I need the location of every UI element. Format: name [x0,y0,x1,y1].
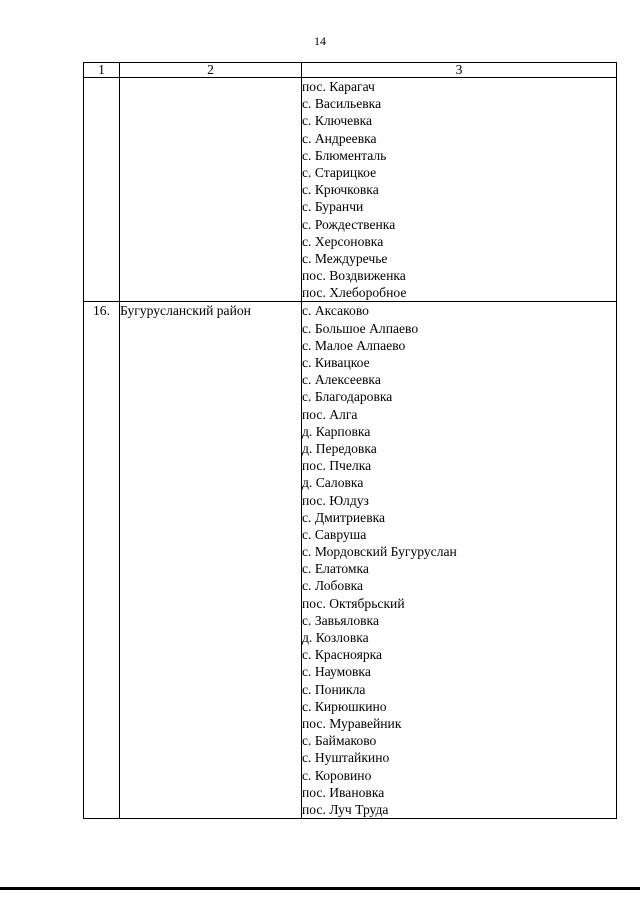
settlements-table [83,62,617,819]
settlement-item: пос. Воздвиженка [302,268,406,284]
district-name [120,78,302,302]
settlement-item: с. Нуштайкино [302,750,390,766]
settlement-item: пос. Октябрьский [302,595,405,611]
table-row [84,302,617,819]
settlement-item: с. Крючковка [302,182,379,198]
settlement-item: пос. Луч Труда [302,801,389,817]
settlement-item: пос. Муравейник [302,715,402,731]
settlement-item: с. Блюменталь [302,147,387,163]
settlement-item: с. Дмитриевка [302,509,386,525]
bottom-rule [0,887,640,890]
column-header-number: 1 [84,63,120,78]
settlement-item: с. Благодаровка [302,389,393,405]
district-name: Бугурусланский район [120,302,302,819]
settlement-item: с. Малое Алпаево [302,337,406,353]
settlement-item: с. Поникла [302,681,366,697]
settlement-item: с. Мордовский Бугуруслан [302,544,457,560]
settlement-item: с. Завьяловка [302,612,379,628]
settlement-item: пос. Алга [302,406,358,422]
settlement-item: с. Буранчи [302,199,364,215]
settlement-item: с. Алексеевка [302,372,381,388]
settlement-list [302,78,617,302]
settlement-item: с. Ключевка [302,113,373,129]
settlement-item: с. Рождественка [302,216,396,232]
settlement-item: с. Коровино [302,767,372,783]
table-row [84,78,617,302]
settlement-item: с. Старицкое [302,164,377,180]
settlement-item: с. Баймаково [302,733,377,749]
settlement-item: пос. Хлеборобное [302,285,407,301]
settlement-item: пос. Пчелка [302,458,372,474]
settlement-item: с. Кирюшкино [302,698,387,714]
settlement-item: с. Наумовка [302,664,371,680]
settlement-item: с. Междуречье [302,250,388,266]
row-number [84,78,120,302]
settlement-item: с. Аксаково [302,303,369,319]
settlement-item: с. Елатомка [302,561,369,577]
settlement-item: с. Херсоновка [302,233,384,249]
table-header-row [84,63,617,78]
settlement-list [302,302,617,819]
settlement-item: пос. Карагач [302,79,375,94]
settlement-item: пос. Ивановка [302,784,385,800]
settlement-item: д. Козловка [302,630,369,645]
settlement-item: с. Васильевка [302,96,382,112]
settlement-item: с. Андреевка [302,130,377,146]
settlement-item: с. Лобовка [302,578,364,594]
page-number: 14 [314,34,326,48]
column-header-district: 2 [120,63,302,78]
settlement-item: с. Большое Алпаево [302,320,419,336]
column-header-settlements: 3 [302,63,617,78]
settlement-item: с. Савруша [302,526,367,542]
settlement-item: пос. Юлдуз [302,492,369,508]
row-number: 16. [84,302,120,819]
settlement-item: д. Карповка [302,423,371,439]
settlement-item: с. Красноярка [302,647,383,663]
settlement-item: с. Кивацкое [302,355,370,370]
settlement-item: д. Передовка [302,440,377,456]
settlement-item: д. Саловка [302,475,364,491]
